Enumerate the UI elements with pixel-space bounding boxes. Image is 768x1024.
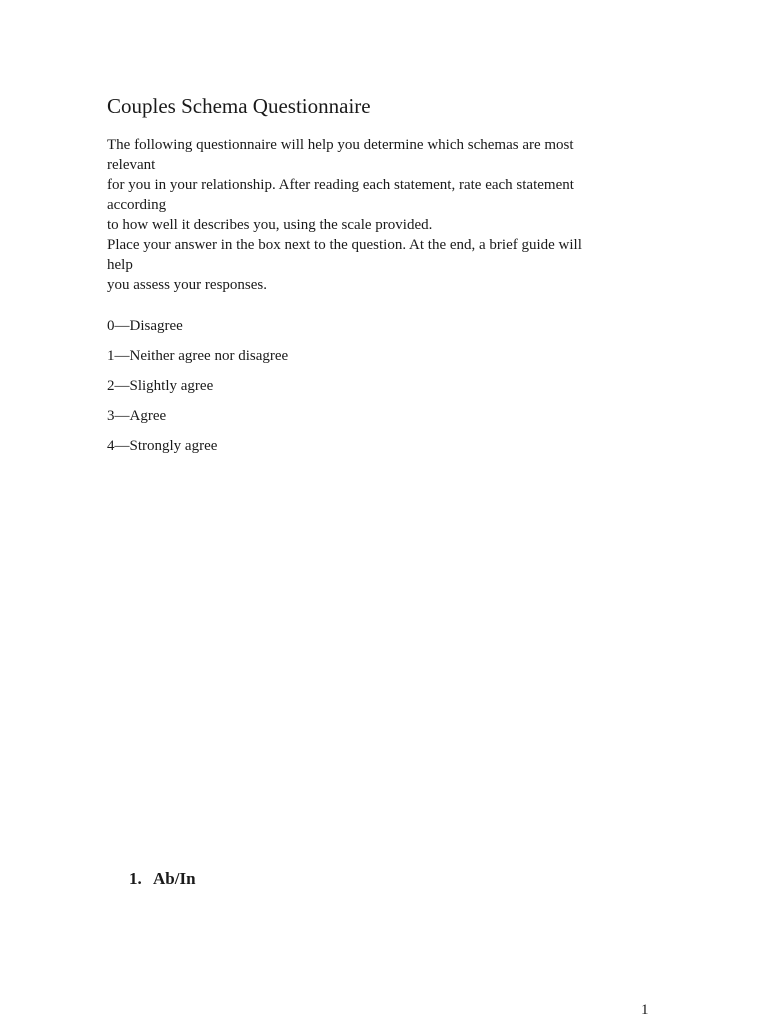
intro-line: The following questionnaire will help you determine which schemas are most xyxy=(107,137,574,153)
section-heading xyxy=(129,868,196,890)
intro-line: to how well it describes you, using the scale provided. xyxy=(107,217,433,233)
page-title: Couples Schema Questionnaire xyxy=(107,94,371,118)
page-number: 1 xyxy=(641,1002,649,1018)
rating-scale-item: 2—Slightly agree xyxy=(107,378,214,394)
intro-line: you assess your responses. xyxy=(107,277,267,293)
intro-paragraph xyxy=(107,135,667,295)
section-label: Ab/In xyxy=(153,869,196,888)
section-number: 1. xyxy=(129,869,142,888)
rating-scale-list xyxy=(107,316,288,466)
intro-line: help xyxy=(107,257,133,273)
rating-scale-item: 1—Neither agree nor disagree xyxy=(107,348,289,364)
intro-line: according xyxy=(107,197,167,213)
intro-line: for you in your relationship. After reading each statement, rate each statement xyxy=(107,177,574,193)
intro-line: Place your answer in the box next to the question. At the end, a brief guide will xyxy=(107,237,582,253)
intro-line: relevant xyxy=(107,157,156,173)
rating-scale-item: 4—Strongly agree xyxy=(107,438,218,454)
rating-scale-item: 3—Agree xyxy=(107,408,167,424)
rating-scale-item: 0—Disagree xyxy=(107,318,183,334)
